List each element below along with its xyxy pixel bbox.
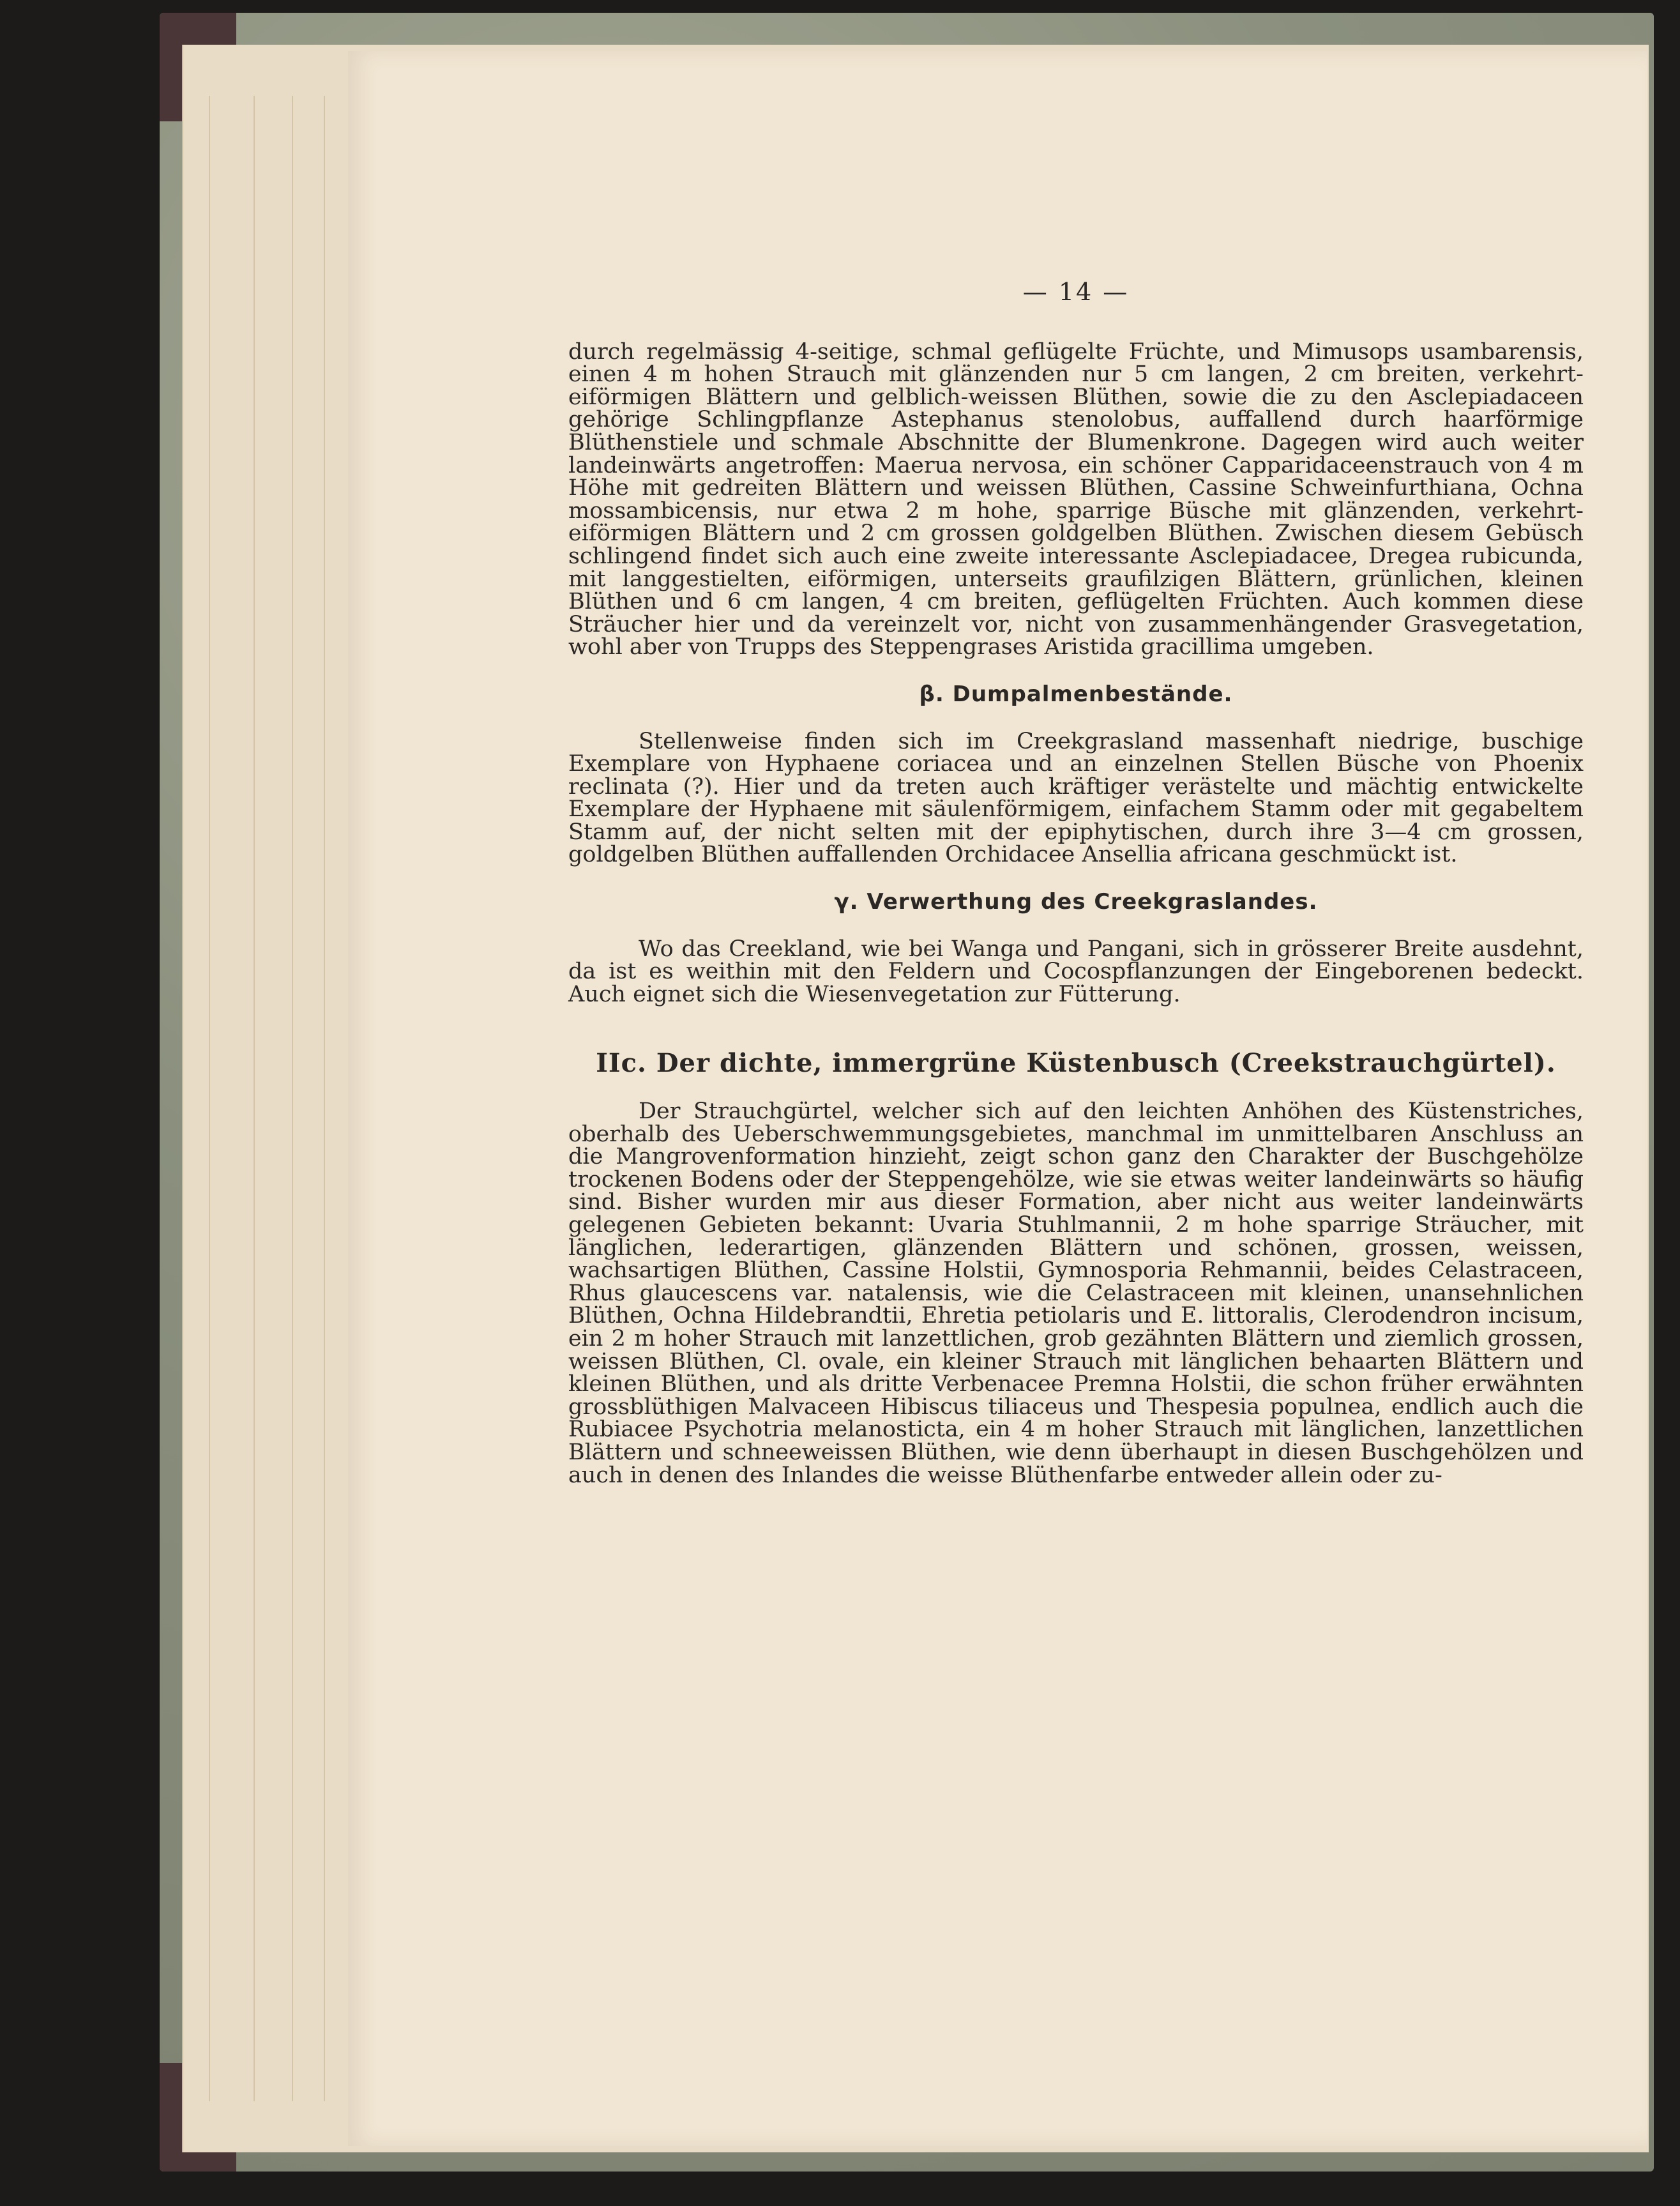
page-edge-line (254, 96, 255, 2101)
section-heading-beta: β. Dumpalmenbestände. (919, 681, 1233, 707)
section-heading-IIc: IIc. Der dichte, immergrüne Küstenbusch (Creekstrauchgürtel). (596, 1048, 1556, 1079)
page-content (568, 278, 1584, 1916)
page-edge-line (324, 96, 325, 2101)
page-number: — 14 — (1022, 278, 1130, 306)
section-heading-gamma: γ. Verwerthung des Creekgraslandes. (834, 889, 1318, 915)
section-IIc-paragraph: Der Strauchgürtel, welcher sich auf den leichten Anhöhen des Küstenstriches, oberhalb des Ueberschwemmungsgebietes, manchmal im unmittelbaren Anschluss an die Mangrovenformation hinzieht, zeigt schon ganz den Charakter der Buschgehölze trockenen Bodens oder der Steppengehölze, wie sie etwas weiter landeinwärts so häufig sind. Bisher wurden mir aus dieser Formation, aber nicht aus weiter landeinwärts gelegenen Gebieten bekannt: Uvaria Stuhlmannii, 2 m hohe sparrige Sträucher, mit länglichen, lederartigen, glänzenden Blättern und schönen, grossen, weissen, wachsartigen Blüthen, Cassine Holstii, Gymnosporia Rehmannii, beides Celastraceen, Rhus glaucescens var. natalensis, wie die Celastraceen mit kleinen, unansehnlichen Blüthen, Ochna Hildebrandtii, Ehretia petiolaris und E. littoralis, Clerodendron incisum, ein 2 m hoher Strauch mit lanzettlichen, grob gezähnten Blättern und ziemlich grossen, weissen Blüthen, Cl. ovale, ein kleiner Strauch mit länglichen behaarten Blättern und kleinen Blüthen, und als dritte Verbenacee Premna Holstii, die schon früher erwähnten grossblüthigen Malvaceen Hibiscus tiliaceus und Thespesia populnea, endlich auch die Rubiacee Psychotria melanosticta, ein 4 m hoher Strauch mit länglichen, lanzettlichen Blättern und schneeweissen Blüthen, wie denn überhaupt in diesen Buschgehölzen und auch in denen des Inlandes die weisse Blüthenfarbe entweder allein oder zu- (568, 1099, 1584, 1488)
page-edge-line (292, 96, 293, 2101)
section-beta-paragraph: Stellenweise finden sich im Creekgrasland massenhaft niedrige, buschige Exemplare von Hyphaene coriacea und an einzelnen Stellen Büsche von Phoenix reclinata (?). Hier und da treten auch kräftiger verästelte und mächtig entwickelte Exemplare der Hyphaene mit säulenförmigem, einfachem Stamm oder mit gegabeltem Stamm auf, der nicht selten mit der epiphytischen, durch ihre 3—4 cm grossen, goldgelben Blüthen auffallenden Orchidacee Ansellia africana geschmückt ist. (568, 728, 1584, 868)
intro-paragraph: durch regelmässig 4-seitige, schmal geflügelte Früchte, und Mimusops usambarensis, einen 4 m hohen Strauch mit glänzenden nur 5 cm langen, 2 cm breiten, verkehrt-eiförmigen Blättern und gelblich-weissen Blüthen, sowie die zu den Asclepiadaceen gehörige Schlingpflanze Astephanus stenolobus, auffallend durch haarförmige Blüthenstiele und schmale Abschnitte der Blumenkrone. Dagegen wird auch weiter landeinwärts angetroffen: Maerua nervosa, ein schöner Capparidaceenstrauch von 4 m Höhe mit gedreiten Blättern und weissen Blüthen, Cassine Schweinfurthiana, Ochna mossambicensis, nur etwa 2 m hohe, sparrige Büsche mit glänzenden, verkehrt-eiförmigen Blättern und 2 cm grossen goldgelben Blüthen. Zwischen diesem Gebüsch schlingend findet sich auch eine zweite interessante Asclepiadacee, Dregea rubicunda, mit langgestielten, eiförmigen, unterseits graufilzigen Blättern, grünlichen, kleinen Blüthen und 6 cm langen, 4 cm breiten, geflügelten Früchten. Auch kommen diese Sträucher hier und da vereinzelt vor, nicht von zusammenhängender Grasvegetation, wohl aber von Trupps des Steppengrases Aristida gracillima umgeben. (568, 339, 1584, 660)
page-edge-line (209, 96, 210, 2101)
section-gamma-paragraph: Wo das Creekland, wie bei Wanga und Pangani, sich in grösserer Breite ausdehnt, da ist es weithin mit den Feldern und Cocospflanzungen der Eingeborenen bedeckt. Auch eignet sich die Wiesenvegetation zur Fütterung. (568, 936, 1584, 1007)
